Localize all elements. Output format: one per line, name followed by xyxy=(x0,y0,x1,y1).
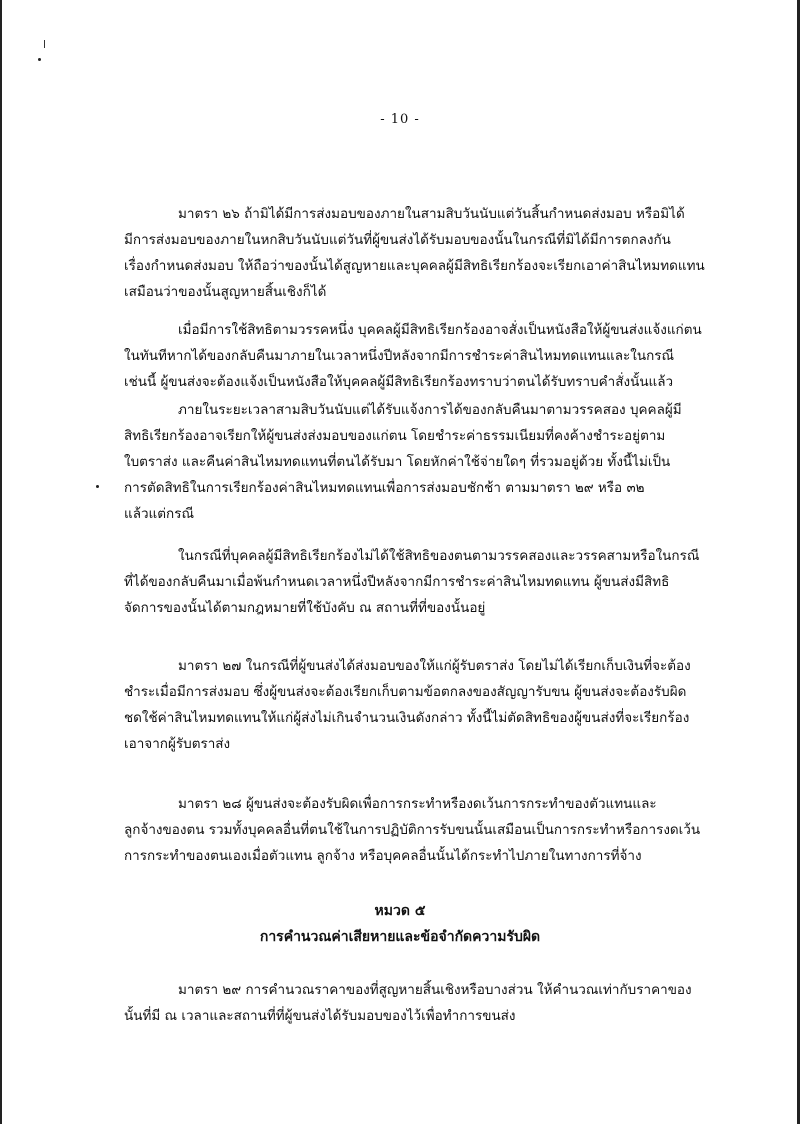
scan-speck xyxy=(44,40,45,48)
section-26-paragraph-4-line: จัดการของนั้นได้ตามกฎหมายที่ใช้บังคับ ณ สถานที่ที่ของนั้นอยู่ xyxy=(124,600,486,616)
page-number: - 10 - xyxy=(380,112,420,127)
section-28-line: ลูกจ้างของตน รวมทั้งบุคคลอื่นที่ตนใช้ในการปฏิบัติการรับขนนั้นเสมือนเป็นการกระทำหรือการงดเว้น xyxy=(124,822,701,838)
section-26-paragraph-2-line: เช่นนี้ ผู้ขนส่งจะต้องแจ้งเป็นหนังสือให้บุคคลผู้มีสิทธิเรียกร้องทราบว่าตนได้รับทราบคำสั่งนั้นแล้ว xyxy=(124,374,674,390)
section-27-line: เอาจากผู้รับตราส่ง xyxy=(124,736,231,752)
section-26-line: มีการส่งมอบของภายในหกสิบวันนับแต่วันที่ผู้ขนส่งได้รับมอบของนั้นในกรณีที่มิได้มีการตกลงกัน xyxy=(124,232,671,248)
section-26-paragraph-3-line: แล้วแต่กรณี xyxy=(124,506,194,522)
section-26-line: เสมือนว่าของนั้นสูญหายสิ้นเชิงก็ได้ xyxy=(124,284,327,300)
section-26-paragraph-2-line: ในทันทีหากได้ของกลับคืนมาภายในเวลาหนึ่งปีหลังจากมีการชำระค่าสินไหมทดแทนและในกรณี xyxy=(124,348,675,364)
section-27-line: ชดใช้ค่าสินไหมทดแทนให้แก่ผู้ส่งไม่เกินจำนวนเงินดังกล่าว ทั้งนี้ไม่ตัดสิทธิของผู้ขนส่งที่จะเรียกร้อง xyxy=(124,710,690,726)
section-29-line: มาตรา ๒๙ การคำนวณราคาของที่สูญหายสิ้นเชิงหรือบางส่วน ให้คำนวณเท่ากับราคาของ xyxy=(178,982,692,998)
section-26-line: มาตรา ๒๖ ถ้ามิได้มีการส่งมอบของภายในสามสิบวันนับแต่วันสิ้นกำหนดส่งมอบ หรือมิได้ xyxy=(178,206,685,222)
section-26-paragraph-3-line: การตัดสิทธิในการเรียกร้องค่าสินไหมทดแทนเพื่อการส่งมอบชักช้า ตามมาตรา ๒๙ หรือ ๓๒ xyxy=(124,480,645,496)
scan-left-edge xyxy=(0,0,2,1124)
section-26-paragraph-4-line: ในกรณีที่บุคคลผู้มีสิทธิเรียกร้องไม่ได้ใช้สิทธิของตนตามวรรคสองและวรรคสามหรือในกรณี xyxy=(178,548,700,564)
section-26-paragraph-2-line: เมื่อมีการใช้สิทธิตามวรรคหนึ่ง บุคคลผู้มีสิทธิเรียกร้องอาจสั่งเป็นหนังสือให้ผู้ขนส่งแจ้งแก่ตน xyxy=(178,322,702,338)
section-28-line: มาตรา ๒๘ ผู้ขนส่งจะต้องรับผิดเพื่อการกระทำหรืองดเว้นการกระทำของตัวแทนและ xyxy=(178,796,657,812)
section-26-paragraph-3-line: ใบตราส่ง และคืนค่าสินไหมทดแทนที่ตนได้รับมา โดยหักค่าใช้จ่ายใดๆ ที่รวมอยู่ด้วย ทั้งนี้ไม่เป็น xyxy=(124,454,671,470)
scan-speck xyxy=(96,485,99,488)
section-27-line: ชำระเมื่อมีการส่งมอบ ซึ่งผู้ขนส่งจะต้องเรียกเก็บตามข้อตกลงของสัญญารับขน ผู้ขนส่งจะต้องรับผิด xyxy=(124,684,687,700)
section-26-line: เรื่องกำหนดส่งมอบ ให้ถือว่าของนั้นได้สูญหายและบุคคลผู้มีสิทธิเรียกร้องจะเรียกเอาค่าสินไหมทดแทน xyxy=(124,258,705,274)
section-26-paragraph-3-line: สิทธิเรียกร้องอาจเรียกให้ผู้ขนส่งส่งมอบของแก่ตน โดยชำระค่าธรรมเนียมที่คงค้างชำระอยู่ตาม xyxy=(124,428,666,444)
section-26-paragraph-4-line: ที่ได้ของกลับคืนมาเมื่อพ้นกำหนดเวลาหนึ่งปีหลังจากมีการชำระค่าสินไหมทดแทน ผู้ขนส่งมีสิทธิ xyxy=(124,574,670,590)
chapter-number: หมวด ๕ xyxy=(374,903,426,919)
chapter-title: การคำนวณค่าเสียหายและข้อจำกัดความรับผิด xyxy=(259,929,541,945)
scan-speck xyxy=(38,58,41,61)
section-29-line: นั้นที่มี ณ เวลาและสถานที่ที่ผู้ขนส่งได้รับมอบของไว้เพื่อทำการขนส่ง xyxy=(124,1008,516,1024)
section-27-line: มาตรา ๒๗ ในกรณีที่ผู้ขนส่งได้ส่งมอบของให้แก่ผู้รับตราส่ง โดยไม่ได้เรียกเก็บเงินที่จะต้อง xyxy=(178,658,691,674)
section-28-line: การกระทำของตนเองเมื่อตัวแทน ลูกจ้าง หรือบุคคลอื่นนั้นได้กระทำไปภายในทางการที่จ้าง xyxy=(124,848,642,864)
section-26-paragraph-3-line: ภายในระยะเวลาสามสิบวันนับแต่ได้รับแจ้งการได้ของกลับคืนมาตามวรรคสอง บุคคลผู้มี xyxy=(178,402,682,418)
